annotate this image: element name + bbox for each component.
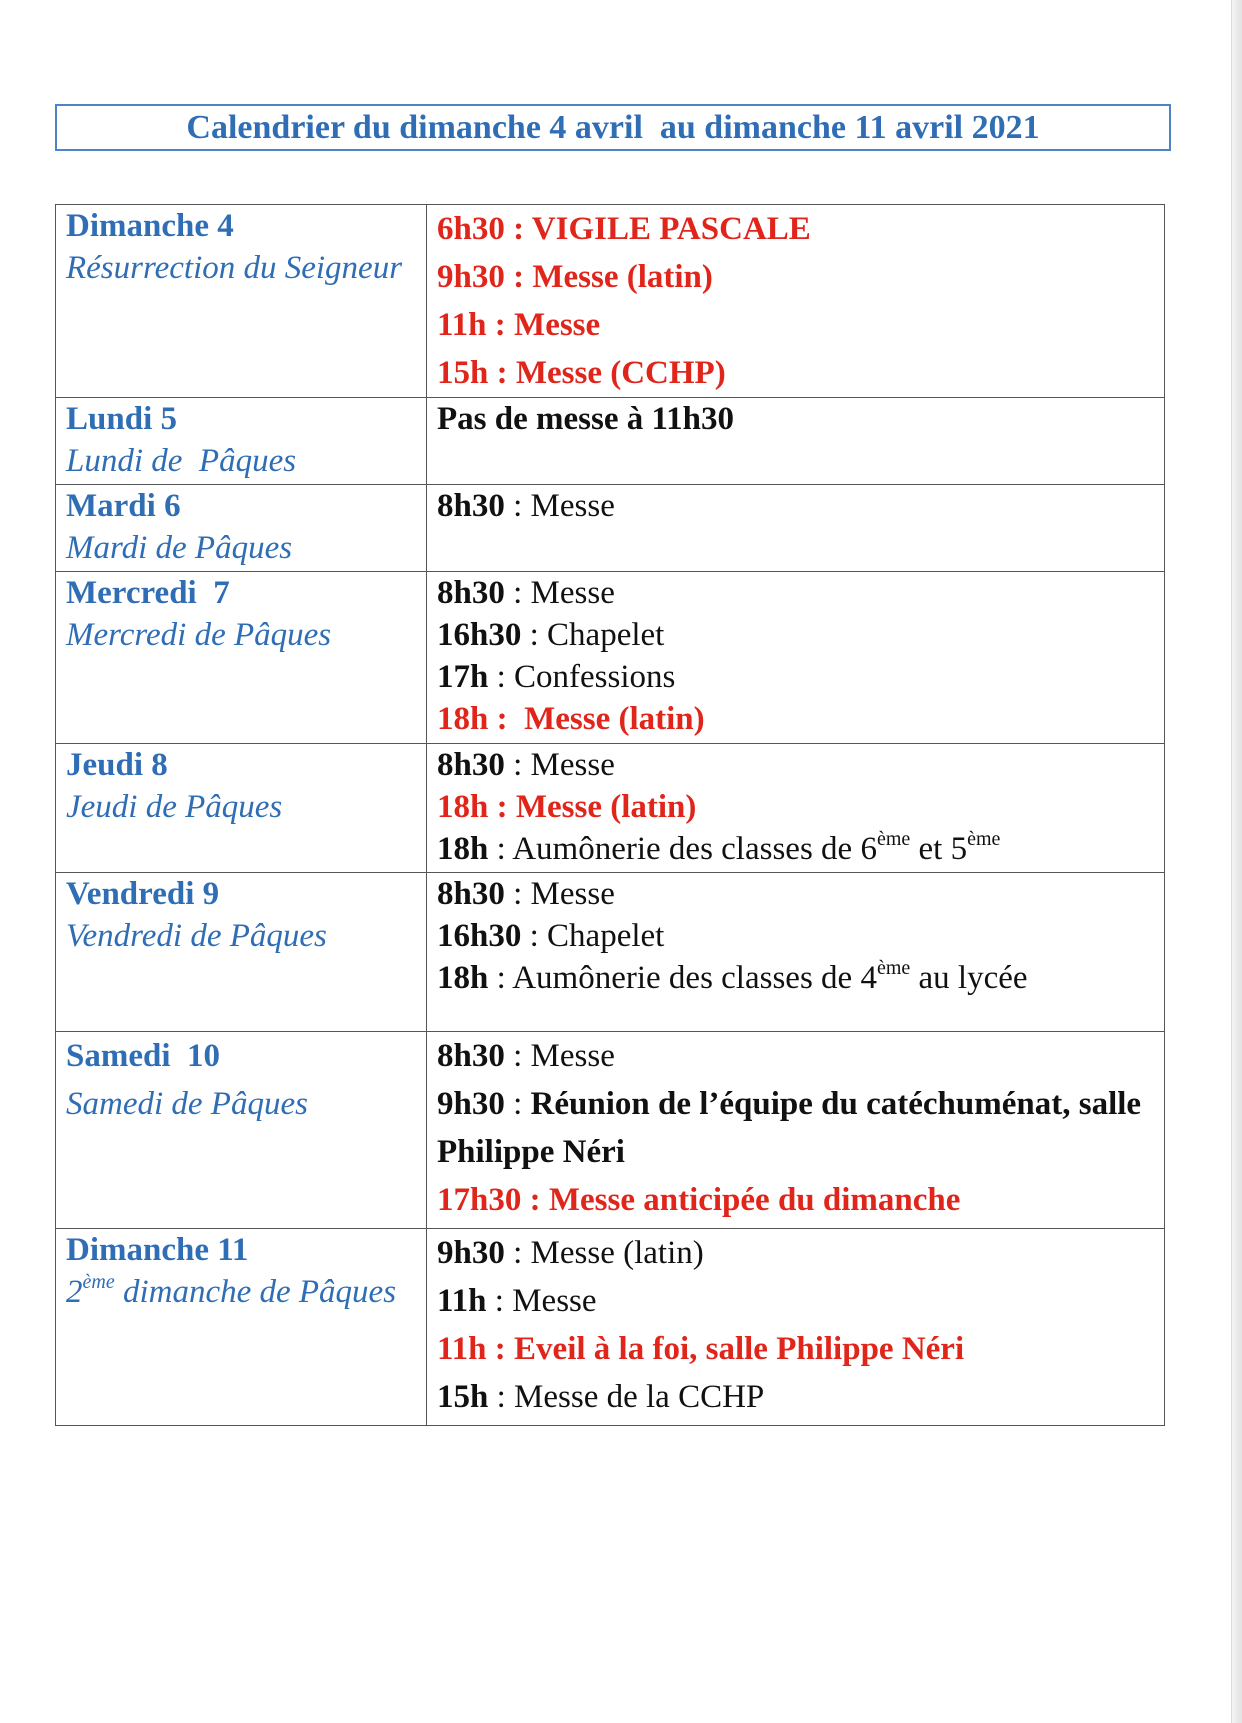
event-line: 11h : Messe: [437, 307, 601, 343]
event-line: 16h30 : Chapelet: [437, 918, 665, 954]
events-cell: [427, 572, 1165, 744]
day-cell: [56, 485, 427, 572]
event-line: 6h30 : VIGILE PASCALE: [437, 211, 811, 247]
event-line: Pas de messe à 11h30: [437, 401, 734, 437]
day-cell: [56, 398, 427, 485]
event-line: 8h30 : Messe: [437, 488, 615, 524]
events-cell: [427, 873, 1165, 1032]
day-subtitle: Mardi de Pâques: [66, 530, 293, 566]
event-line: 9h30 : Réunion de l’équipe du catéchuménat, salle Philippe Néri: [437, 1086, 1142, 1170]
day-subtitle: Jeudi de Pâques: [66, 789, 283, 825]
day-cell: [56, 205, 427, 398]
table-row: [56, 572, 1165, 744]
events-cell: [427, 1229, 1165, 1426]
event-line: 18h : Aumônerie des classes de 4ème au lycée: [437, 957, 1028, 996]
event-line: 11h : Eveil à la foi, salle Philippe Néri: [437, 1331, 965, 1367]
day-name: Mardi 6: [66, 488, 181, 524]
day-subtitle: Lundi de Pâques: [66, 443, 297, 479]
day-subtitle: Samedi de Pâques: [66, 1086, 308, 1122]
day-name: Dimanche 11: [66, 1232, 249, 1268]
event-line: 8h30 : Messe: [437, 575, 615, 611]
table-row: [56, 398, 1165, 485]
events-cell: [427, 744, 1165, 873]
day-subtitle: Vendredi de Pâques: [66, 918, 327, 954]
day-cell: [56, 572, 427, 744]
event-line: 8h30 : Messe: [437, 747, 615, 783]
day-name: Vendredi 9: [66, 876, 220, 912]
table-row: [56, 205, 1165, 398]
event-line: 18h : Messe (latin): [437, 701, 705, 737]
day-name: Dimanche 4: [66, 208, 234, 244]
event-line: 15h : Messe (CCHP): [437, 355, 726, 391]
table-row: [56, 873, 1165, 1032]
events-cell: [427, 205, 1165, 398]
schedule-table: [55, 204, 1165, 1426]
event-line: 18h : Aumônerie des classes de 6ème et 5ème: [437, 828, 1001, 867]
event-line: 15h : Messe de la CCHP: [437, 1379, 765, 1415]
table-row: [56, 1032, 1165, 1229]
event-line: 9h30 : Messe (latin): [437, 1235, 704, 1271]
day-name: Lundi 5: [66, 401, 177, 437]
event-line: 8h30 : Messe: [437, 876, 615, 912]
event-line: 8h30 : Messe: [437, 1038, 615, 1074]
day-name: Mercredi 7: [66, 575, 230, 611]
calendar-title: Calendrier du dimanche 4 avril au dimanche 11 avril 2021: [186, 108, 1040, 146]
day-name: Jeudi 8: [66, 747, 168, 783]
table-row: [56, 1229, 1165, 1426]
calendar-title-box: [55, 104, 1171, 151]
day-subtitle: 2ème dimanche de Pâques: [66, 1271, 397, 1310]
events-cell: [427, 398, 1165, 485]
events-cell: [427, 1032, 1165, 1229]
day-cell: [56, 1032, 427, 1229]
event-line: 17h30 : Messe anticipée du dimanche: [437, 1182, 961, 1218]
event-line: 9h30 : Messe (latin): [437, 259, 713, 295]
event-line: 16h30 : Chapelet: [437, 617, 665, 653]
event-line: 11h : Messe: [437, 1283, 597, 1319]
day-subtitle: Résurrection du Seigneur: [66, 250, 403, 286]
events-cell: [427, 485, 1165, 572]
page-edge: [1231, 0, 1242, 1723]
event-line: 18h : Messe (latin): [437, 789, 697, 825]
day-name: Samedi 10: [66, 1038, 221, 1074]
day-cell: [56, 1229, 427, 1426]
day-cell: [56, 744, 427, 873]
table-row: [56, 485, 1165, 572]
table-row: [56, 744, 1165, 873]
day-subtitle: Mercredi de Pâques: [66, 617, 332, 653]
event-line: 17h : Confessions: [437, 659, 676, 695]
day-cell: [56, 873, 427, 1032]
